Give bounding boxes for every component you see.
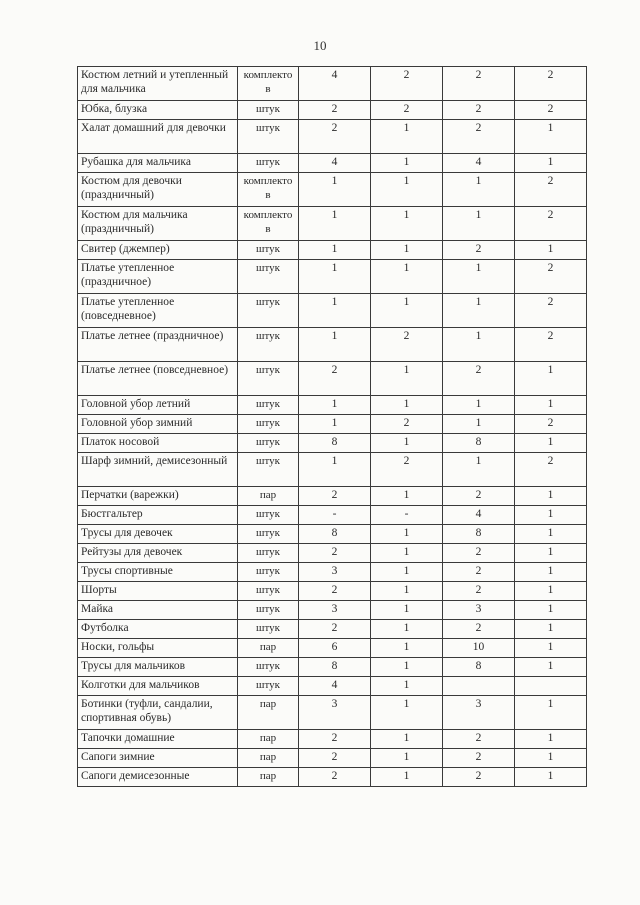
unit-cell: пар [238, 696, 299, 730]
value-cell-4: 1 [515, 696, 587, 730]
value-cell-1: 1 [299, 453, 371, 487]
value-cell-4: 1 [515, 396, 587, 415]
unit-cell: штук [238, 415, 299, 434]
value-cell-1: 2 [299, 620, 371, 639]
item-name-cell: Юбка, блузка [78, 101, 238, 120]
item-name-cell: Ботинки (туфли, сандалии, спортивная обувь) [78, 696, 238, 730]
value-cell-4: 1 [515, 506, 587, 525]
value-cell-3: 4 [443, 506, 515, 525]
table-row [78, 601, 587, 620]
unit-cell: штук [238, 101, 299, 120]
value-cell-2: 1 [371, 241, 443, 260]
value-cell-1: 1 [299, 328, 371, 362]
value-cell-1: 2 [299, 582, 371, 601]
value-cell-2: 2 [371, 328, 443, 362]
value-cell-2: 1 [371, 696, 443, 730]
item-name-cell: Халат домашний для девочки [78, 120, 238, 154]
unit-cell: штук [238, 563, 299, 582]
value-cell-1: 1 [299, 260, 371, 294]
value-cell-3: 3 [443, 601, 515, 620]
table-row [78, 67, 587, 101]
unit-cell: пар [238, 768, 299, 787]
table-row [78, 120, 587, 154]
value-cell-3: 2 [443, 67, 515, 101]
unit-cell: штук [238, 506, 299, 525]
value-cell-4: 1 [515, 154, 587, 173]
value-cell-3: 2 [443, 487, 515, 506]
value-cell-4: 2 [515, 173, 587, 207]
value-cell-4: 2 [515, 294, 587, 328]
value-cell-4: 2 [515, 101, 587, 120]
value-cell-1: 1 [299, 241, 371, 260]
value-cell-4: 1 [515, 525, 587, 544]
table-row [78, 260, 587, 294]
value-cell-1: 6 [299, 639, 371, 658]
value-cell-2: 1 [371, 362, 443, 396]
value-cell-2: 1 [371, 582, 443, 601]
item-name-cell: Платок носовой [78, 434, 238, 453]
table-row [78, 328, 587, 362]
value-cell-3: 1 [443, 207, 515, 241]
value-cell-1: 2 [299, 730, 371, 749]
value-cell-4: 2 [515, 260, 587, 294]
value-cell-1: 2 [299, 768, 371, 787]
value-cell-4: 1 [515, 768, 587, 787]
table-row [78, 620, 587, 639]
item-name-cell: Рейтузы для девочек [78, 544, 238, 563]
table-row [78, 453, 587, 487]
unit-cell: штук [238, 396, 299, 415]
item-name-cell: Трусы спортивные [78, 563, 238, 582]
item-name-cell: Костюм для мальчика (праздничный) [78, 207, 238, 241]
item-name-cell: Майка [78, 601, 238, 620]
value-cell-4: 1 [515, 362, 587, 396]
table-row [78, 639, 587, 658]
value-cell-2: 1 [371, 294, 443, 328]
table-row [78, 730, 587, 749]
unit-cell: штук [238, 601, 299, 620]
value-cell-1: 2 [299, 101, 371, 120]
unit-cell: штук [238, 362, 299, 396]
unit-cell: комплекто в [238, 173, 299, 207]
unit-cell: пар [238, 730, 299, 749]
item-name-cell: Перчатки (варежки) [78, 487, 238, 506]
value-cell-4: 1 [515, 434, 587, 453]
value-cell-1: 8 [299, 434, 371, 453]
value-cell-3: 1 [443, 328, 515, 362]
value-cell-4: 1 [515, 730, 587, 749]
value-cell-1: 1 [299, 294, 371, 328]
value-cell-4: 1 [515, 658, 587, 677]
value-cell-2: 1 [371, 658, 443, 677]
table-row [78, 294, 587, 328]
value-cell-2: 1 [371, 154, 443, 173]
unit-cell: штук [238, 677, 299, 696]
table-row [78, 434, 587, 453]
value-cell-2: 1 [371, 601, 443, 620]
table-row [78, 241, 587, 260]
value-cell-1: 2 [299, 749, 371, 768]
value-cell-2: 1 [371, 434, 443, 453]
unit-cell: комплекто в [238, 207, 299, 241]
value-cell-4: 1 [515, 601, 587, 620]
value-cell-3: 8 [443, 525, 515, 544]
table-row [78, 415, 587, 434]
unit-cell: штук [238, 154, 299, 173]
item-name-cell: Бюстгальтер [78, 506, 238, 525]
value-cell-1: 4 [299, 67, 371, 101]
value-cell-2: - [371, 506, 443, 525]
item-name-cell: Носки, гольфы [78, 639, 238, 658]
item-name-cell: Головной убор зимний [78, 415, 238, 434]
item-name-cell: Шорты [78, 582, 238, 601]
item-name-cell: Костюм для девочки (праздничный) [78, 173, 238, 207]
value-cell-3: 10 [443, 639, 515, 658]
unit-cell: пар [238, 487, 299, 506]
value-cell-2: 1 [371, 730, 443, 749]
value-cell-2: 2 [371, 415, 443, 434]
value-cell-1: 4 [299, 154, 371, 173]
value-cell-1: 3 [299, 696, 371, 730]
value-cell-3: 8 [443, 658, 515, 677]
item-name-cell: Трусы для мальчиков [78, 658, 238, 677]
value-cell-4: 1 [515, 620, 587, 639]
value-cell-4: 1 [515, 120, 587, 154]
unit-cell: штук [238, 434, 299, 453]
unit-cell: пар [238, 749, 299, 768]
value-cell-1: 1 [299, 207, 371, 241]
value-cell-4: 2 [515, 415, 587, 434]
value-cell-1: 2 [299, 120, 371, 154]
table-row [78, 749, 587, 768]
value-cell-2: 1 [371, 563, 443, 582]
value-cell-2: 1 [371, 639, 443, 658]
value-cell-1: 1 [299, 173, 371, 207]
value-cell-1: 3 [299, 563, 371, 582]
value-cell-3: 1 [443, 396, 515, 415]
value-cell-3: 2 [443, 620, 515, 639]
table-row [78, 677, 587, 696]
value-cell-3: 1 [443, 173, 515, 207]
value-cell-3: 1 [443, 294, 515, 328]
unit-cell: штук [238, 582, 299, 601]
clothing-norms-table [77, 66, 587, 787]
value-cell-3: 2 [443, 241, 515, 260]
item-name-cell: Футболка [78, 620, 238, 639]
unit-cell: штук [238, 260, 299, 294]
value-cell-2: 1 [371, 487, 443, 506]
value-cell-4: 1 [515, 749, 587, 768]
page-number: 10 [313, 38, 327, 53]
value-cell-3 [443, 677, 515, 696]
table-row [78, 396, 587, 415]
value-cell-3: 2 [443, 120, 515, 154]
value-cell-4: 2 [515, 207, 587, 241]
value-cell-2: 1 [371, 207, 443, 241]
item-name-cell: Сапоги демисезонные [78, 768, 238, 787]
value-cell-2: 1 [371, 677, 443, 696]
value-cell-4: 1 [515, 241, 587, 260]
table-row [78, 525, 587, 544]
value-cell-4: 1 [515, 563, 587, 582]
value-cell-3: 2 [443, 582, 515, 601]
item-name-cell: Головной убор летний [78, 396, 238, 415]
value-cell-3: 3 [443, 696, 515, 730]
value-cell-2: 1 [371, 260, 443, 294]
value-cell-3: 4 [443, 154, 515, 173]
value-cell-2: 1 [371, 525, 443, 544]
value-cell-3: 2 [443, 362, 515, 396]
unit-cell: штук [238, 453, 299, 487]
value-cell-3: 2 [443, 730, 515, 749]
unit-cell: штук [238, 294, 299, 328]
table-row [78, 154, 587, 173]
value-cell-2: 2 [371, 453, 443, 487]
value-cell-2: 1 [371, 620, 443, 639]
item-name-cell: Платье утепленное (праздничное) [78, 260, 238, 294]
unit-cell: комплекто в [238, 67, 299, 101]
value-cell-4 [515, 677, 587, 696]
item-name-cell: Трусы для девочек [78, 525, 238, 544]
value-cell-3: 2 [443, 544, 515, 563]
value-cell-4: 2 [515, 67, 587, 101]
item-name-cell: Тапочки домашние [78, 730, 238, 749]
item-name-cell: Шарф зимний, демисезонный [78, 453, 238, 487]
value-cell-2: 1 [371, 749, 443, 768]
value-cell-3: 1 [443, 453, 515, 487]
unit-cell: пар [238, 639, 299, 658]
item-name-cell: Свитер (джемпер) [78, 241, 238, 260]
value-cell-2: 2 [371, 67, 443, 101]
value-cell-1: 3 [299, 601, 371, 620]
value-cell-1: 8 [299, 658, 371, 677]
value-cell-1: 2 [299, 544, 371, 563]
item-name-cell: Рубашка для мальчика [78, 154, 238, 173]
table-row [78, 207, 587, 241]
table-row [78, 506, 587, 525]
item-name-cell: Платье летнее (праздничное) [78, 328, 238, 362]
value-cell-2: 1 [371, 396, 443, 415]
value-cell-3: 1 [443, 260, 515, 294]
value-cell-3: 2 [443, 101, 515, 120]
value-cell-1: 4 [299, 677, 371, 696]
value-cell-3: 8 [443, 434, 515, 453]
value-cell-3: 1 [443, 415, 515, 434]
table-row [78, 582, 587, 601]
table-row [78, 362, 587, 396]
item-name-cell: Костюм летний и утепленный для мальчика [78, 67, 238, 101]
table-row [78, 173, 587, 207]
value-cell-2: 1 [371, 768, 443, 787]
table-row [78, 696, 587, 730]
value-cell-4: 1 [515, 582, 587, 601]
value-cell-2: 1 [371, 173, 443, 207]
value-cell-1: 1 [299, 415, 371, 434]
item-name-cell: Платье летнее (повседневное) [78, 362, 238, 396]
unit-cell: штук [238, 544, 299, 563]
value-cell-4: 2 [515, 328, 587, 362]
value-cell-2: 1 [371, 544, 443, 563]
value-cell-1: 2 [299, 362, 371, 396]
item-name-cell: Сапоги зимние [78, 749, 238, 768]
table-row [78, 768, 587, 787]
value-cell-4: 1 [515, 639, 587, 658]
table-row [78, 101, 587, 120]
value-cell-2: 1 [371, 120, 443, 154]
value-cell-3: 2 [443, 563, 515, 582]
value-cell-2: 2 [371, 101, 443, 120]
value-cell-4: 1 [515, 487, 587, 506]
value-cell-4: 2 [515, 453, 587, 487]
unit-cell: штук [238, 620, 299, 639]
unit-cell: штук [238, 120, 299, 154]
value-cell-4: 1 [515, 544, 587, 563]
table-row [78, 544, 587, 563]
item-name-cell: Платье утепленное (повседневное) [78, 294, 238, 328]
unit-cell: штук [238, 525, 299, 544]
unit-cell: штук [238, 241, 299, 260]
unit-cell: штук [238, 328, 299, 362]
value-cell-3: 2 [443, 768, 515, 787]
item-name-cell: Колготки для мальчиков [78, 677, 238, 696]
value-cell-3: 2 [443, 749, 515, 768]
table-row [78, 487, 587, 506]
table-row [78, 563, 587, 582]
value-cell-1: 1 [299, 396, 371, 415]
value-cell-1: 8 [299, 525, 371, 544]
unit-cell: штук [238, 658, 299, 677]
value-cell-1: - [299, 506, 371, 525]
table-row [78, 658, 587, 677]
value-cell-1: 2 [299, 487, 371, 506]
